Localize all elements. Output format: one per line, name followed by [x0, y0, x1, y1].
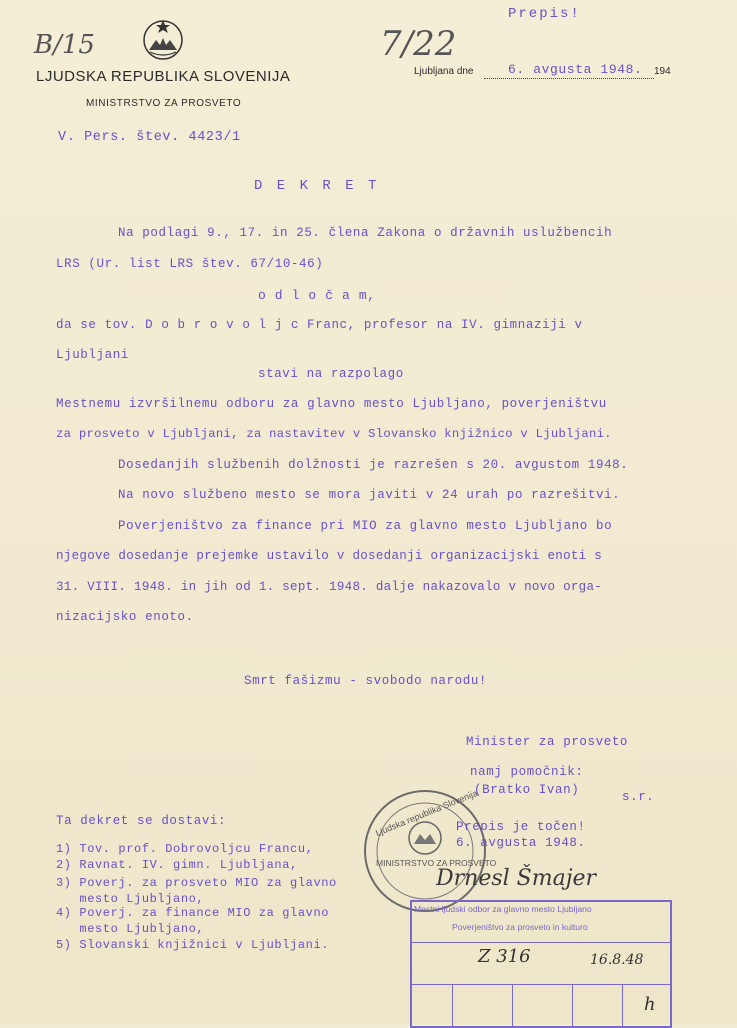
distribution-item-4: 4) Poverj. za finance MIO za glavno — [56, 906, 330, 920]
disposal-line: stavi na razpolago — [258, 367, 404, 381]
body-line-12: nizacijsko enoto. — [56, 610, 194, 624]
stamp-divider — [412, 942, 670, 943]
archive-annotation-right: 7/22 — [380, 24, 457, 64]
stamp-divider — [452, 984, 453, 1026]
body-line-4: Ljubljani — [56, 348, 129, 362]
body-line-3: da se tov. D o b r o v o l j c Franc, profesor na IV. gimnaziji v — [56, 318, 583, 332]
place-label: Ljubljana dne — [414, 66, 474, 77]
round-stamp-bottom-text: MINISTRSTVO ZA PROSVETO — [376, 858, 497, 868]
signature-name: (Bratko Ivan) — [474, 783, 580, 797]
coat-of-arms-icon — [140, 16, 186, 62]
distribution-item-4-cont: mesto Ljubljano, — [56, 922, 205, 936]
registry-stamp-line-2: Poverjeništvo za prosveto in kulturo — [452, 922, 588, 932]
distribution-item-3: 3) Poverj. za prosveto MIO za glavno — [56, 876, 337, 890]
stamp-divider — [412, 984, 670, 985]
signature-title: Minister za prosveto — [466, 735, 629, 749]
slogan: Smrt fašizmu - svobodo narodu! — [244, 674, 488, 688]
registry-number: Z 316 — [478, 946, 531, 967]
body-line-2: LRS (Ur. list LRS štev. 67/10-46) — [56, 257, 324, 271]
distribution-item-3-cont: mesto Ljubljano, — [56, 892, 205, 906]
year-prefix: 194 — [654, 66, 671, 77]
stamp-divider — [512, 984, 513, 1026]
body-line-6: za prosveto v Ljubljani, za nastavitev v Slovansko knjižnico v Ljubljani. — [56, 427, 612, 441]
copy-date: 6. avgusta 1948. — [456, 836, 586, 850]
body-line-10: njegove dosedanje prejemke ustavilo v dosedanji organizacijski enoti s — [56, 549, 603, 563]
distribution-item-2: 2) Ravnat. IV. gimn. Ljubljana, — [56, 858, 298, 872]
copy-certification: Prepis je točen! — [456, 820, 586, 834]
document-date: 6. avgusta 1948. — [508, 62, 643, 77]
signature-deputy: namj pomočnik: — [470, 765, 584, 779]
archive-annotation-left: B/15 — [34, 30, 95, 60]
body-line-8: Na novo službeno mesto se mora javiti v 24 urah po razrešitvi. — [118, 488, 621, 502]
body-line-11: 31. VIII. 1948. in jih od 1. sept. 1948. dalje nakazovalo v novo orga- — [56, 580, 603, 594]
signature-sr: s.r. — [622, 790, 655, 804]
stamp-divider — [572, 984, 573, 1026]
republic-name: LJUDSKA REPUBLIKA SLOVENIJA — [36, 68, 291, 85]
distribution-heading: Ta dekret se dostavi: — [56, 814, 227, 828]
date-dotted-line — [484, 78, 654, 79]
decree-title: D E K R E T — [254, 178, 380, 194]
distribution-item-1: 1) Tov. prof. Dobrovoljcu Francu, — [56, 842, 314, 856]
registry-initial: h — [644, 994, 656, 1015]
prepis-mark: Prepis! — [508, 6, 581, 22]
ministry-name: MINISTRSTVO ZA PROSVETO — [86, 98, 242, 109]
body-line-5: Mestnemu izvršilnemu odboru za glavno mesto Ljubljano, poverjeništvu — [56, 397, 607, 411]
body-line-7: Dosedanjih službenih dolžnosti je razrešen s 20. avgustom 1948. — [118, 458, 629, 472]
registry-date: 16.8.48 — [590, 952, 644, 968]
reference-number: V. Pers. štev. 4423/1 — [58, 130, 241, 145]
round-stamp-top-text: Ljudska republika Slovenija — [374, 787, 479, 839]
registry-stamp-line-1: Mestni ljudski odbor za glavno mesto Ljubljano — [414, 904, 592, 914]
distribution-item-5: 5) Slovanski knjižnici v Ljubljani. — [56, 938, 330, 952]
decision-word: o d l o č a m, — [258, 288, 376, 303]
stamp-divider — [622, 984, 623, 1026]
body-line-9: Poverjeništvo za finance pri MIO za glavno mesto Ljubljano bo — [118, 519, 613, 533]
body-line-1: Na podlagi 9., 17. in 25. člena Zakona o državnih uslužbencih — [118, 226, 613, 240]
handwritten-signature: Drnesl Šmajer — [436, 866, 597, 891]
